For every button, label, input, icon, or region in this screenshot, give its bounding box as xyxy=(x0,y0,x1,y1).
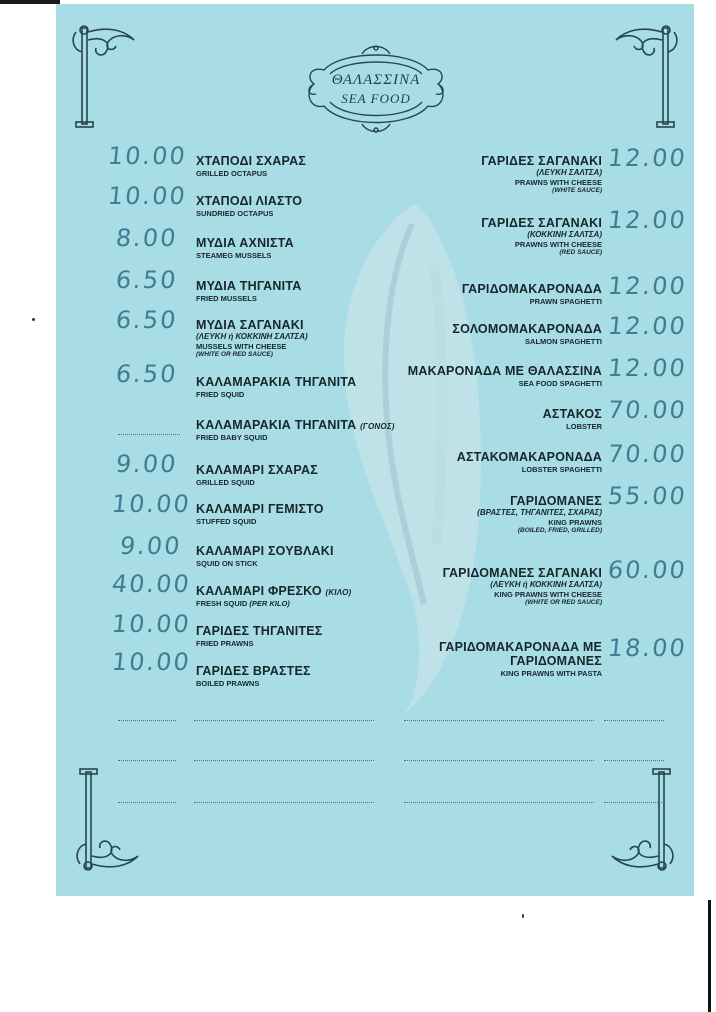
item-note-english: (RED SAUCE) xyxy=(559,249,602,256)
blank-dots xyxy=(194,802,374,803)
bottom-right-ornament-icon xyxy=(604,762,678,874)
menu-item xyxy=(477,494,602,534)
item-name-english: PRAWNS WITH CHEESE xyxy=(514,240,602,249)
item-name-greek: ΓΑΡΙΔΟΜΑΚΑΡΟΝΑΔΑ xyxy=(461,282,602,296)
menu-item xyxy=(543,407,602,431)
blank-dots xyxy=(118,802,176,803)
item-name-greek: ΚΑΛΑΜΑΡΙ ΣΧΑΡΑΣ xyxy=(196,463,318,477)
item-name-english: STEAMEG MUSSELS xyxy=(196,251,272,260)
menu-item xyxy=(443,566,602,606)
item-note-greek: (ΛΕΥΚΗ ή ΚΟΚΚΙΝΗ ΣΑΛΤΣΑ) xyxy=(490,580,602,589)
menu-item xyxy=(196,154,306,178)
price-handwritten: 55.00 xyxy=(606,482,689,510)
price-handwritten: 9.00 xyxy=(118,532,183,560)
blank-dots xyxy=(118,720,176,721)
blank-dots xyxy=(404,760,594,761)
item-name-english xyxy=(196,599,351,608)
item-name-greek: ΚΑΛΑΜΑΡΑΚΙΑ ΤΗΓΑΝΙΤΑ xyxy=(196,375,357,389)
item-suffix-greek: (ΚΙΛΟ) xyxy=(325,588,352,597)
price-handwritten: 10.00 xyxy=(106,142,189,170)
scan-edge-line xyxy=(708,900,711,1012)
item-suffix-greek: (ΓΟΝΟΣ) xyxy=(360,422,395,431)
item-name-english: SUNDRIED OCTAPUS xyxy=(196,209,274,218)
item-name-english: SALMON SPAGHETTI xyxy=(525,337,602,346)
item-name-greek xyxy=(196,418,395,432)
item-name-greek: ΧΤΑΠΟΔΙ ΣΧΑΡΑΣ xyxy=(196,154,307,168)
item-note-greek: (ΒΡΑΣΤΕΣ, ΤΗΓΑΝΙΤΕΣ, ΣΧΑΡΑΣ) xyxy=(477,508,602,517)
blank-dots xyxy=(604,760,664,761)
price-handwritten: 10.00 xyxy=(106,182,189,210)
menu-item xyxy=(196,279,301,303)
item-name-english: GRILLED OCTAPUS xyxy=(196,169,268,178)
item-name-greek-text: ΚΑΛΑΜΑΡΑΚΙΑ ΤΗΓΑΝΙΤΑ xyxy=(196,418,357,432)
item-name-english: FRIED BABY SQUID xyxy=(196,433,268,442)
item-name-greek: ΓΑΡΙΔΕΣ ΣΑΓΑΝΑΚΙ xyxy=(481,216,602,230)
item-note-greek: (ΛΕΥΚΗ ή ΚΟΚΚΙΝΗ ΣΑΛΤΣΑ) xyxy=(196,332,308,341)
menu-item xyxy=(196,194,302,218)
menu-item xyxy=(196,418,395,442)
price-handwritten: 9.00 xyxy=(114,450,179,478)
price-handwritten: 18.00 xyxy=(606,634,689,662)
title-cartouche xyxy=(302,40,450,138)
item-name-greek: ΓΑΡΙΔΕΣ ΣΑΓΑΝΑΚΙ xyxy=(481,154,602,168)
menu-item xyxy=(196,318,308,358)
price-handwritten: 12.00 xyxy=(606,144,689,172)
menu-page xyxy=(56,4,694,896)
item-name-greek: ΓΑΡΙΔΟΜΑΝΕΣ ΣΑΓΑΝΑΚΙ xyxy=(442,566,602,580)
item-name-english: KING PRAWNS xyxy=(548,518,602,527)
item-name-greek: ΚΑΛΑΜΑΡΙ ΓΕΜΙΣΤΟ xyxy=(196,502,324,516)
item-name-english: KING PRAWNS WITH PASTA xyxy=(500,669,602,678)
menu-title-greek: ΘΑΛΑΣΣΙΝΑ xyxy=(331,72,421,88)
price-handwritten: 12.00 xyxy=(606,206,689,234)
menu-item xyxy=(439,640,602,678)
item-name-english: MUSSELS WITH CHEESE xyxy=(196,342,287,351)
menu-item xyxy=(196,375,356,399)
price-handwritten: 6.50 xyxy=(114,266,179,294)
menu-item xyxy=(408,364,602,388)
top-right-ornament-icon xyxy=(608,22,682,134)
price-handwritten: 60.00 xyxy=(606,556,689,584)
item-note-greek: (ΛΕΥΚΗ ΣΑΛΤΣΑ) xyxy=(536,168,602,177)
item-name-english: LOBSTER xyxy=(566,422,602,431)
price-handwritten: 10.00 xyxy=(110,648,193,676)
item-name-greek: ΧΤΑΠΟΔΙ ΛΙΑΣΤΟ xyxy=(196,194,303,208)
price-handwritten: 12.00 xyxy=(606,312,689,340)
blank-dots xyxy=(604,720,664,721)
blank-dots xyxy=(404,802,594,803)
menu-item xyxy=(196,463,318,487)
item-name-english: SEA FOOD SPAGHETTI xyxy=(518,379,602,388)
item-note-english: (WHITE OR RED SAUCE) xyxy=(525,599,602,606)
item-name-english: PRAWN SPAGHETTI xyxy=(529,297,602,306)
blank-dots xyxy=(194,720,374,721)
item-name-greek: ΜΑΚΑΡΟΝΑΔΑ ΜΕ ΘΑΛΑΣΣΙΝΑ xyxy=(407,364,602,378)
item-name-greek: ΓΑΡΙΔΟΜΑΝΕΣ xyxy=(510,494,602,508)
item-name-english: FRIED SQUID xyxy=(196,390,245,399)
menu-item xyxy=(196,544,334,568)
item-name-english: GRILLED SQUID xyxy=(196,478,255,487)
item-name-greek: ΓΑΡΙΔΕΣ ΒΡΑΣΤΕΣ xyxy=(196,664,311,678)
menu-item xyxy=(196,236,294,260)
item-name-english: BOILED PRAWNS xyxy=(196,679,260,688)
price-blank-dots xyxy=(118,434,180,435)
scan-speck xyxy=(32,318,35,321)
menu-item xyxy=(457,450,602,474)
item-name-greek: ΜΥΔΙΑ ΣΑΓΑΝΑΚΙ xyxy=(196,318,304,332)
item-note-greek: (ΚΟΚΚΙΝΗ ΣΑΛΤΣΑ) xyxy=(527,230,602,239)
menu-item xyxy=(196,624,323,648)
item-name-greek: ΜΥΔΙΑ ΑΧΝΙΣΤΑ xyxy=(196,236,294,250)
item-name-english-text: FRESH SQUID xyxy=(196,599,248,608)
item-name-english: LOBSTER SPAGHETTI xyxy=(521,465,602,474)
item-name-english: FRIED PRAWNS xyxy=(196,639,254,648)
menu-item xyxy=(196,664,311,688)
item-note-english: (WHITE SAUCE) xyxy=(552,187,602,194)
item-note-english: (WHITE OR RED SAUCE) xyxy=(196,351,273,358)
price-handwritten: 10.00 xyxy=(110,610,193,638)
item-name-greek: ΜΥΔΙΑ ΤΗΓΑΝΙΤΑ xyxy=(196,279,302,293)
price-handwritten: 6.50 xyxy=(114,360,179,388)
item-note-english: (BOILED, FRIED, GRILLED) xyxy=(517,527,602,534)
price-handwritten: 70.00 xyxy=(606,396,689,424)
item-name-greek xyxy=(196,584,351,598)
bottom-left-ornament-icon xyxy=(72,762,146,874)
menu-item xyxy=(196,584,351,608)
item-name-greek-line2: ΓΑΡΙΔΟΜΑΝΕΣ xyxy=(510,654,602,668)
menu-item xyxy=(481,154,602,194)
blank-dots xyxy=(604,802,664,803)
item-name-english: FRIED MUSSELS xyxy=(196,294,257,303)
item-name-greek: ΓΑΡΙΔΕΣ ΤΗΓΑΝΙΤΕΣ xyxy=(196,624,323,638)
price-handwritten: 70.00 xyxy=(606,440,689,468)
price-handwritten: 40.00 xyxy=(110,570,193,598)
price-handwritten: 12.00 xyxy=(606,354,689,382)
item-name-greek: ΚΑΛΑΜΑΡΙ ΣΟΥΒΛΑΚΙ xyxy=(196,544,334,558)
item-name-greek: ΑΣΤΑΚΟΜΑΚΑΡΟΝΑΔΑ xyxy=(456,450,602,464)
item-name-greek: ΣΟΛΟΜΟΜΑΚΑΡΟΝΑΔΑ xyxy=(452,322,602,336)
price-handwritten: 6.50 xyxy=(114,306,179,334)
scan-edge-line xyxy=(0,0,60,4)
menu-item xyxy=(481,216,602,256)
item-name-english: PRAWNS WITH CHEESE xyxy=(514,178,602,187)
price-handwritten: 12.00 xyxy=(606,272,689,300)
menu-item xyxy=(196,502,324,526)
menu-title-english: SEA FOOD xyxy=(341,91,411,106)
blank-dots xyxy=(194,760,374,761)
price-handwritten: 10.00 xyxy=(110,490,193,518)
scan-speck xyxy=(522,914,524,918)
item-name-english: KING PRAWNS WITH CHEESE xyxy=(494,590,602,599)
item-name-greek: ΑΣΤΑΚΟΣ xyxy=(542,407,602,421)
item-name-english: SQUID ON STICK xyxy=(196,559,258,568)
menu-item xyxy=(462,282,602,306)
menu-item xyxy=(452,322,602,346)
item-suffix-english: (PER KILO) xyxy=(249,599,290,608)
top-left-ornament-icon xyxy=(68,22,142,134)
item-name-greek: ΓΑΡΙΔΟΜΑΚΑΡΟΝΑΔΑ ΜΕ xyxy=(438,640,602,654)
price-handwritten: 8.00 xyxy=(114,224,179,252)
blank-dots xyxy=(118,760,176,761)
blank-dots xyxy=(404,720,594,721)
item-name-greek-text: ΚΑΛΑΜΑΡΙ ΦΡΕΣΚΟ xyxy=(196,584,322,598)
item-name-english: STUFFED SQUID xyxy=(196,517,257,526)
